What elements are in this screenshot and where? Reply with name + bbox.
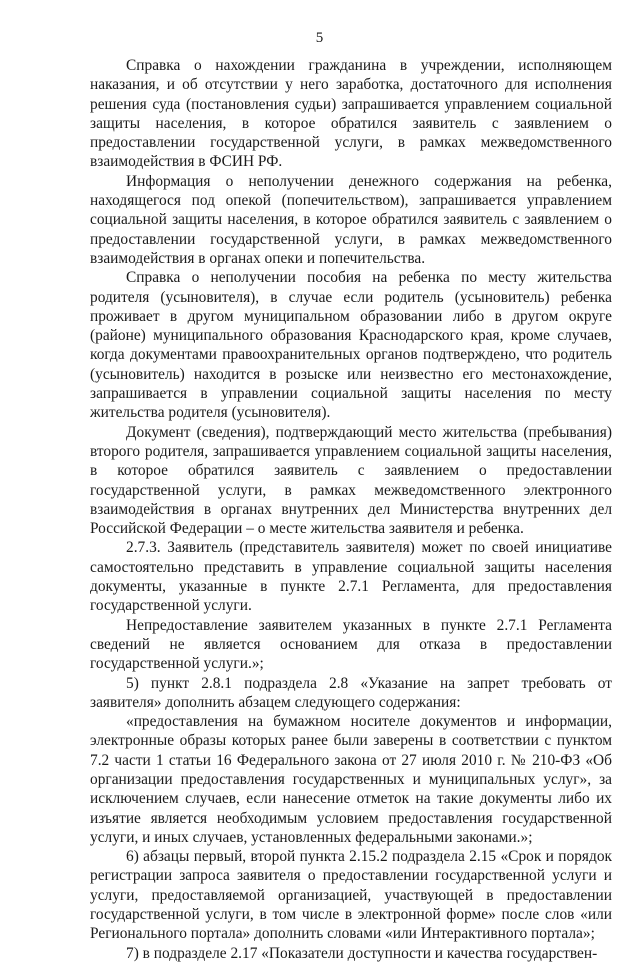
paragraph-allowance-certificate: Справка о неполучении пособия на ребенка по месту жительства родителя (усыновителя), в случае если родитель (усыновитель) ребенка проживает в другом муниципальном образовании либо в другом округе (районе) муниципального образования Краснодарского края, кроме случаев, когда документами правоохранительных органов подтверждено, что родитель (усыновитель) находится в розыске или неизвестно его местонахождение, запрашивается в управлении социальной защиты населения по месту жительства родителя (усыновителя). bbox=[90, 269, 612, 422]
paragraph-2-7-3: 2.7.3. Заявитель (представитель заявителя) может по своей инициативе самостоятельно представить в управление социальной защиты населения документы, указанные в пункте 2.7.1 Регламента, для предоставления государственной услуги. bbox=[90, 539, 612, 615]
paragraph-guardianship-info: Информация о неполучении денежного содержания на ребенка, находящегося под опекой (попечительством), запрашивается управлением социальной защиты населения, в которое обратился заявитель с заявлением о предоставлении государственной услуги, в рамках межведомственного взаимодействия в органах опеки и попечительства. bbox=[90, 172, 612, 267]
document-body bbox=[90, 56, 612, 963]
paragraph-item-6: 6) абзацы первый, второй пункта 2.15.2 подраздела 2.15 «Срок и порядок регистрации запроса заявителя о предоставлении государственной услуги и услуги, предоставляемой организацией, участвующей в предоставлении государственной услуги, в том числе в электронной форме» после слов «или Регионального портала» дополнить словами «или Интерактивного портала»; bbox=[90, 848, 612, 943]
paragraph-quoted-amendment: «предоставления на бумажном носителе документов и информации, электронные образы которых ранее были заверены в соответствии с пунктом 7.2 части 1 статьи 16 Федерального закона от 27 июля 2010 г. № 210-ФЗ «Об организации предоставления государственных и муниципальных услуг», за исключением случаев, если нанесение отметок на такие документы либо их изъятие является необходимым условием предоставления государственной услуги, и иных случаев, установленных федеральными законами.»; bbox=[90, 713, 612, 846]
paragraph-fsin-certificate: Справка о нахождении гражданина в учреждении, исполняющем наказания, и об отсутствии у него заработка, достаточного для исполнения решения суда (постановления судьи) запрашивается управлением социальной защиты населения, в которое обратился заявитель с заявлением о предоставлении государственной услуги, в рамках межведомственного взаимодействия в ФСИН РФ. bbox=[90, 57, 612, 171]
paragraph-residence-document: Документ (сведения), подтверждающий место жительства (пребывания) второго родителя, запрашивается управлением социальной защиты населения, в которое обратился заявитель с заявлением о предоставлении государственной услуги, в рамках межведомственного электронного взаимодействия в органах внутренних дел Министерства внутренних дел Российской Федерации – о месте жительства заявителя и ребенка. bbox=[90, 423, 612, 538]
paragraph-item-5: 5) пункт 2.8.1 подраздела 2.8 «Указание на запрет требовать от заявителя» дополнить абзацем следующего содержания: bbox=[90, 674, 612, 711]
paragraph-non-submission: Непредоставление заявителем указанных в пункте 2.7.1 Регламента сведений не является основанием для отказа в предоставлении государственной услуги.»; bbox=[90, 616, 612, 673]
paragraph-item-7: 7) в подразделе 2.17 «Показатели доступности и качества государствен- bbox=[126, 944, 598, 962]
page-number: 5 bbox=[315, 30, 324, 46]
